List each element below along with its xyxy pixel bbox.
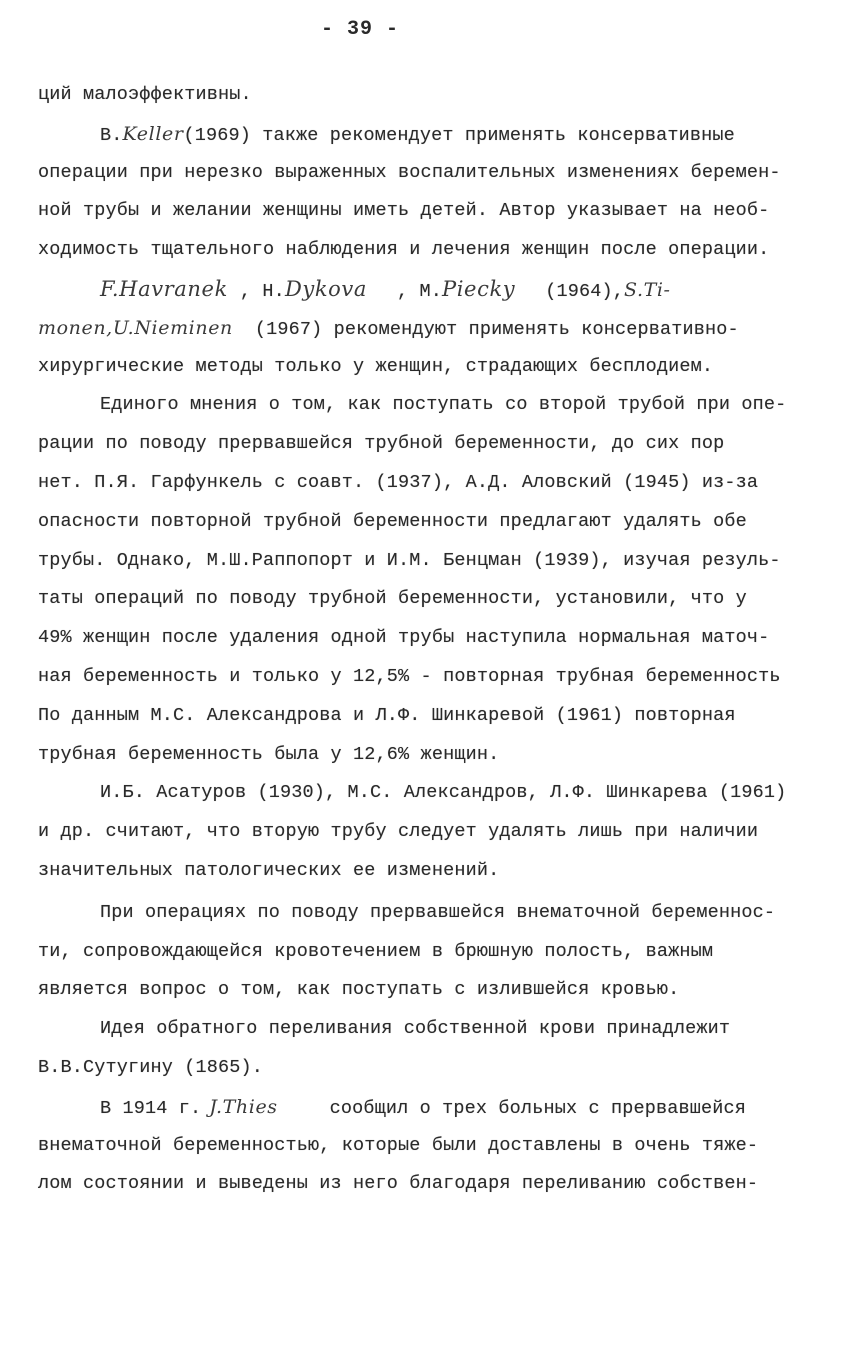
text-line: ций малоэффективны. [38,84,252,105]
text-line: И.Б. Асатуров (1930), М.С. Александров, Л.Ф. Шинкарева (1961) [100,782,787,804]
text-line: нет. П.Я. Гарфункель с соавт. (1937), А.Д. Аловский (1945) из-за [38,471,759,493]
text-run: В 1914 г. [100,1097,202,1119]
text-line: Единого мнения о том, как поступать со второй трубой при опе- [100,394,787,416]
page-number: - 39 - [320,18,399,41]
text-line: является вопрос о том, как поступать с излившейся кровью. [38,979,680,1001]
text-line: трубная беременность была у 12,6% женщин. [38,743,500,765]
text-run: сообщил о трех больных с прервавшейся [329,1097,746,1119]
handwritten-name: Dykova [284,276,367,301]
text-line: операции при нерезко выраженных воспалительных изменениях беремен- [38,161,781,183]
handwritten-name: J.Thies [209,1095,278,1118]
text-line: По данным М.С. Александрова и Л.Ф. Шинкаревой (1961) повторная [38,704,736,726]
text-line: При операциях по поводу прервавшейся внематочной беременнос- [100,901,776,923]
text-line: Идея обратного переливания собственной крови принадлежит [100,1018,731,1040]
text-line: рации по поводу прервавшейся трубной беременности, до сих пор [38,433,725,455]
handwritten-name: Keller [122,122,184,145]
text-line: ходимость тщательного наблюдения и лечения женщин после операции. [38,239,770,261]
text-line: опасности повторной трубной беременности предлагают удалять обе [38,510,747,532]
text-line: и др. считают, что вторую трубу следует удалять лишь при наличии [38,821,759,843]
text-run: В. [100,124,123,146]
text-run: (1964), [545,280,625,302]
text-run: , М. [397,280,443,302]
text-line: 49% женщин после удаления одной трубы наступила нормальная маточ- [38,627,770,649]
text-line [38,309,828,348]
text-line: таты операций по поводу трубной беременности, установили, что у [38,588,747,610]
handwritten-name: monen,U.Nieminen [38,316,233,339]
text-line: трубы. Однако, М.Ш.Раппопорт и И.М. Бенцман (1939), изучая резуль- [38,549,781,571]
text-line: хирургические методы только у женщин, страдающих бесплодием. [38,355,714,377]
text-line: лом состоянии и выведены из него благодаря переливанию собствен- [38,1173,759,1195]
handwritten-name: Piecky [442,276,516,301]
text-run: (1969) также рекомендует применять консервативные [183,124,735,146]
body-text [38,76,828,1204]
text-line: значительных патологических ее изменений. [38,859,500,881]
text-line: В.В.Сутугину (1865). [38,1056,264,1078]
text-line: внематочной беременностью, которые были доставлены в очень тяже- [38,1134,759,1156]
text-line: ная беременность и только у 12,5% - повторная трубная беременность [38,665,781,687]
text-line [38,115,828,154]
text-run: , Н. [239,280,285,302]
text-line: ной трубы и желании женщины иметь детей. Автор указывает на необ- [38,200,770,222]
handwritten-name: S.Ti- [624,278,671,301]
text-line: ти, сопровождающейся кровотечением в брюшную полость, важным [38,940,714,962]
text-run: (1967) рекомендуют применять консервативно- [254,318,739,340]
text-line [38,270,828,309]
handwritten-name: F.Havranek [100,276,228,301]
text-line [38,1088,828,1127]
